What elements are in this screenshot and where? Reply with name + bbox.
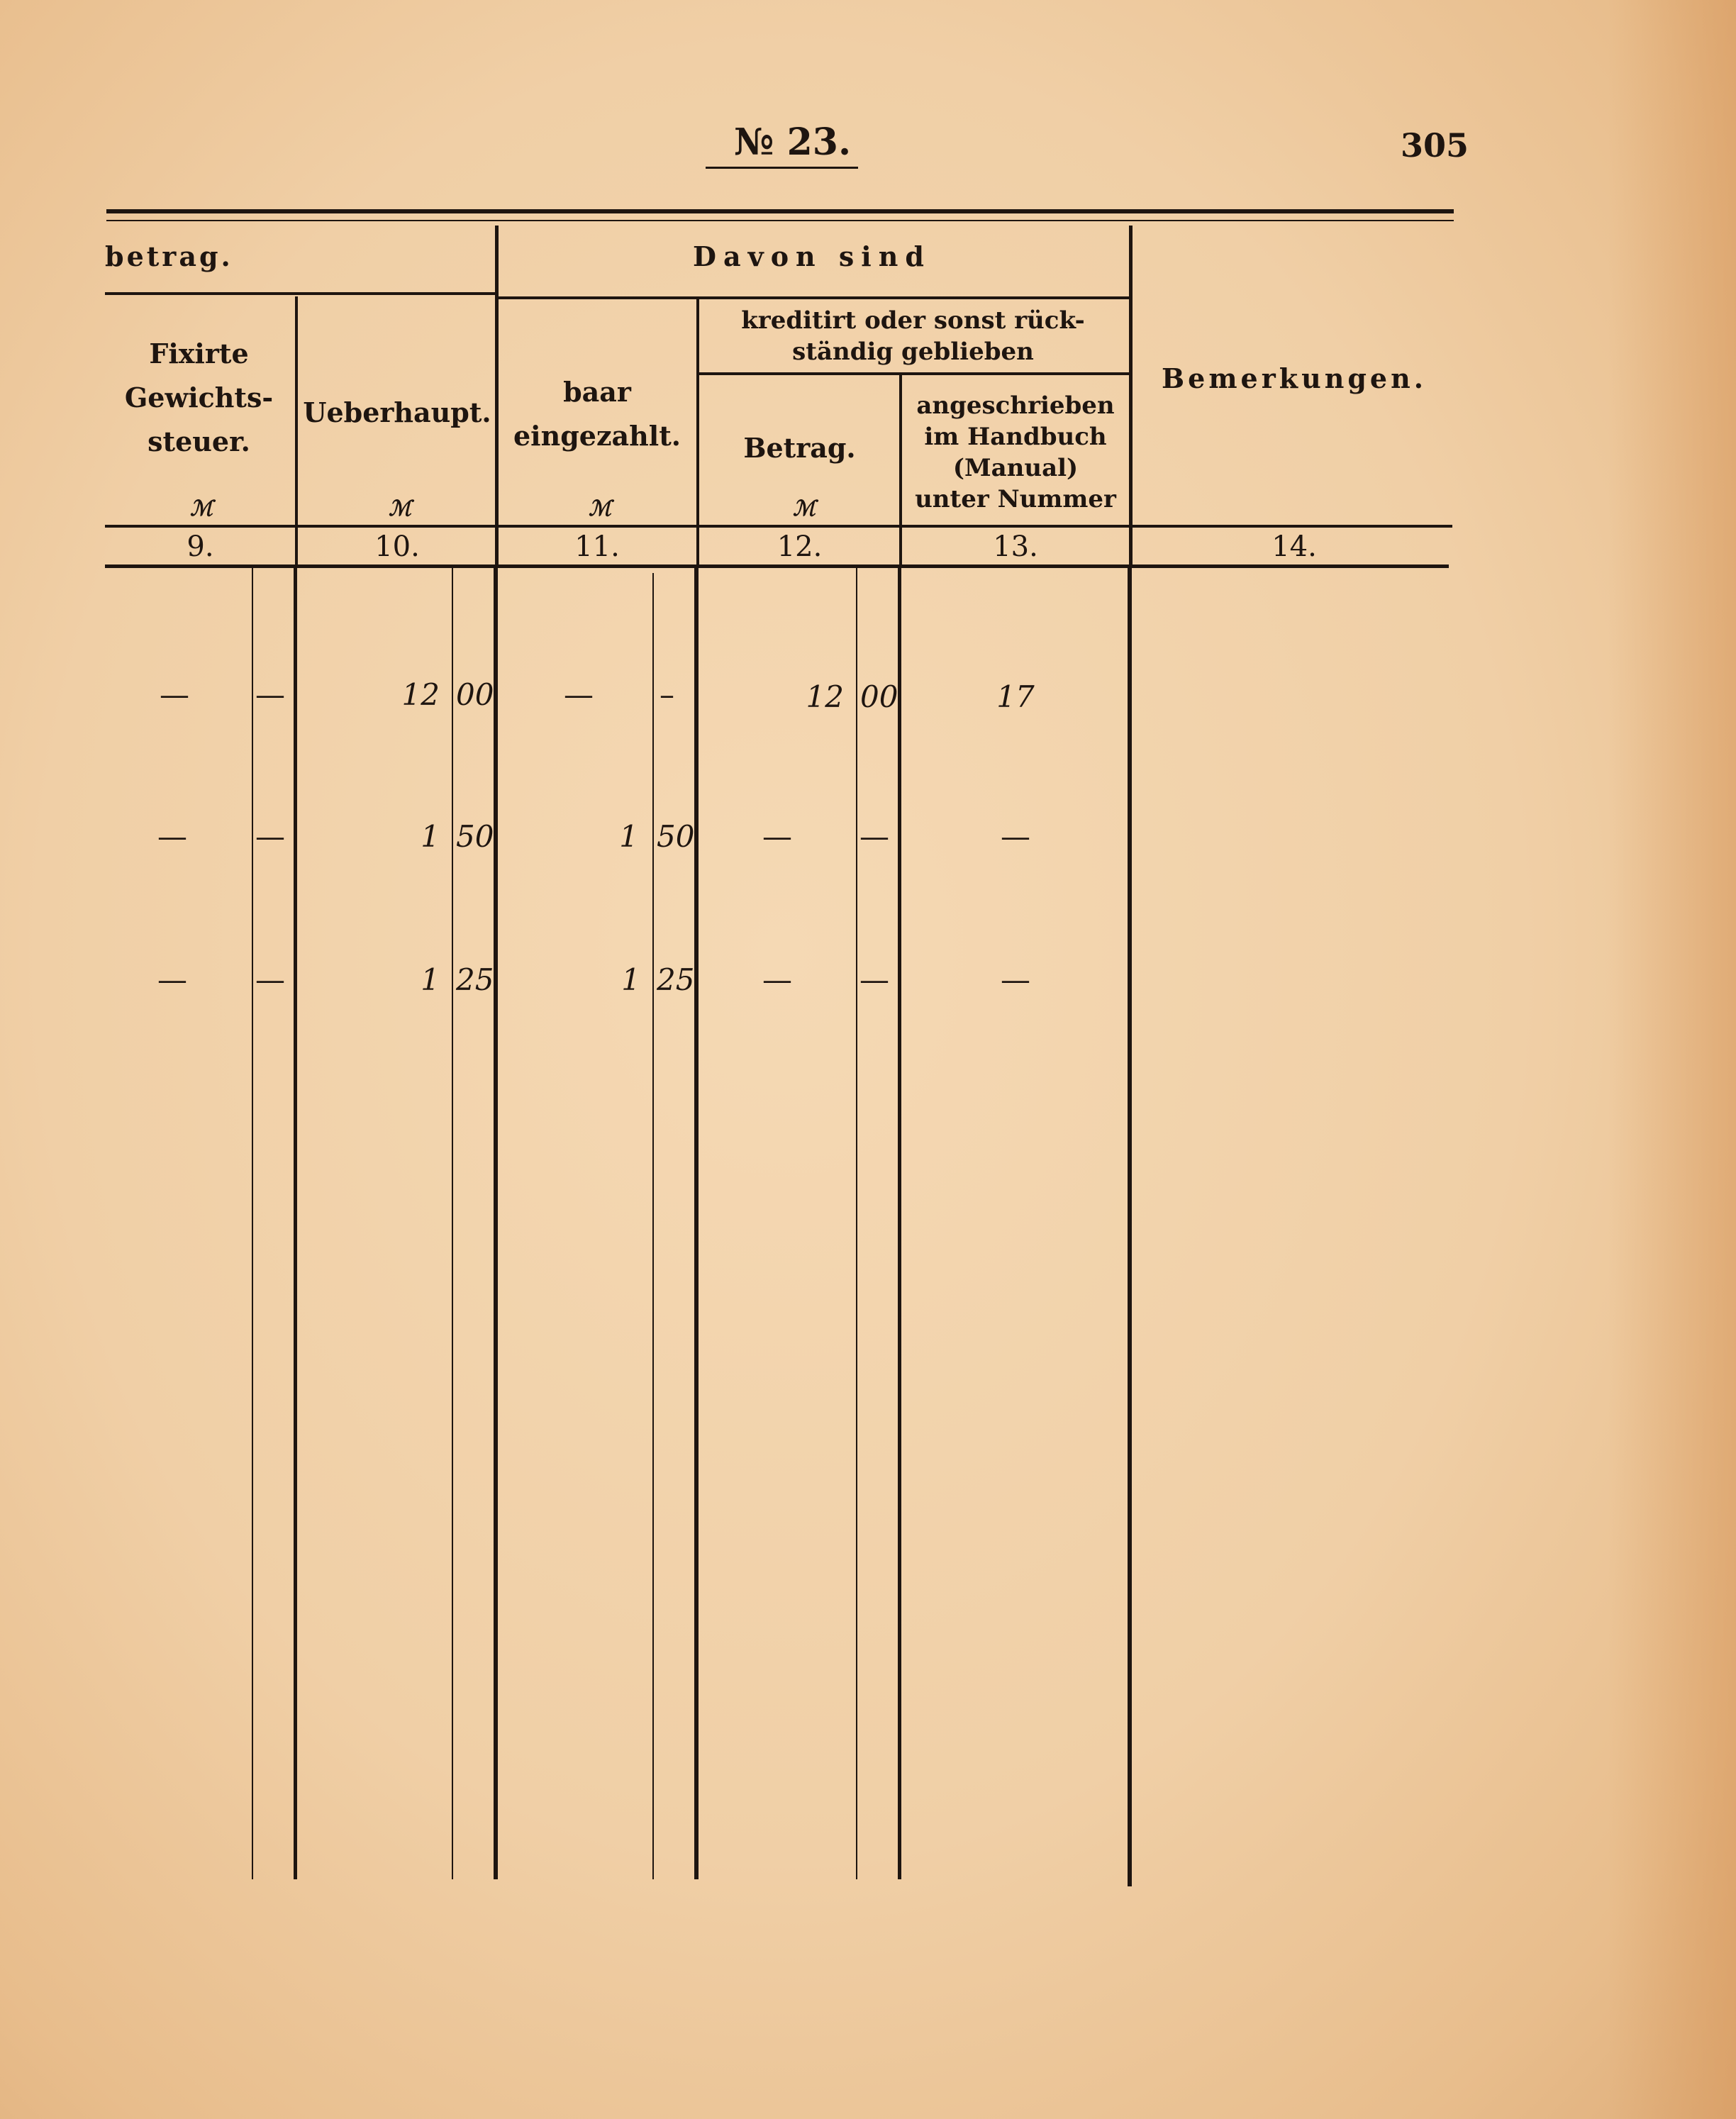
header-angeschrieben-line-3: (Manual) xyxy=(952,454,1079,482)
mark-symbol-10: ℳ xyxy=(389,496,412,521)
rule-above-colnums xyxy=(105,525,1452,528)
vrule-body-9-10 xyxy=(294,567,297,1879)
row-2-col13-number: — xyxy=(1001,819,1030,854)
vrule-header-12-13 xyxy=(899,374,902,567)
row-2-col9-pfennig: — xyxy=(255,819,285,854)
header-fixirte-line-3: steuer. xyxy=(148,426,250,457)
header-angeschrieben-line-1: angeschrieben xyxy=(916,391,1115,420)
header-betrag-12: Betrag. xyxy=(743,432,856,464)
rule-below-betrag xyxy=(105,292,496,295)
row-3-col12-pfennig: — xyxy=(859,962,889,997)
row-2-col10-pfennig: 50 xyxy=(456,819,494,854)
row-1-col10-mark: 12 xyxy=(401,677,440,712)
top-rule-thick xyxy=(106,209,1454,213)
header-ueberhaupt: Ueberhaupt. xyxy=(303,396,491,428)
rule-below-kreditirt xyxy=(699,372,1129,375)
vrule-body-13-14 xyxy=(1128,567,1132,1886)
vrule-body-12-13 xyxy=(898,567,901,1879)
vrule-body-11-pf xyxy=(652,573,654,1879)
mark-symbol-12: ℳ xyxy=(793,496,816,521)
column-number-12: 12. xyxy=(777,530,823,563)
column-number-9: 9. xyxy=(187,530,214,563)
vrule-header-10-11 xyxy=(495,226,499,567)
top-rule-thin xyxy=(106,220,1454,221)
row-3-col12-mark: — xyxy=(762,962,792,997)
vrule-body-10-11 xyxy=(494,567,498,1879)
column-number-10: 10. xyxy=(374,530,420,563)
row-1-col12-pfennig: 00 xyxy=(860,679,898,714)
row-3-col11-pfennig: 25 xyxy=(657,962,695,997)
row-1-col9-pfennig: — xyxy=(255,677,285,712)
column-number-13: 13. xyxy=(993,530,1038,563)
row-2-col12-pfennig: — xyxy=(859,819,889,854)
row-1-col11-mark: — xyxy=(564,677,594,712)
header-kreditirt-line-1: kreditirt oder sonst rück- xyxy=(741,306,1085,335)
column-number-14: 14. xyxy=(1272,530,1317,563)
rule-below-davon xyxy=(496,296,1129,299)
section-number-underline xyxy=(706,167,858,169)
row-2-col11-mark: 1 xyxy=(619,819,638,854)
row-1-col12-mark: 12 xyxy=(806,679,844,714)
vrule-header-11-12 xyxy=(696,298,699,567)
row-2-col9-mark: — xyxy=(157,819,187,854)
header-bemerkungen: Bemerkungen. xyxy=(1162,362,1427,394)
row-1-col13-number: 17 xyxy=(996,679,1035,714)
row-3-col9-pfennig: — xyxy=(255,962,285,997)
header-baar xyxy=(498,370,696,458)
header-baar-line-2: eingezahlt. xyxy=(513,420,681,452)
header-angeschrieben xyxy=(902,390,1129,515)
row-2-col11-pfennig: 50 xyxy=(657,819,695,854)
header-fixirte-line-1: Fixirte xyxy=(149,338,249,369)
header-kreditirt-line-2: ständig geblieben xyxy=(792,338,1034,366)
row-3-col11-mark: 1 xyxy=(621,962,640,997)
header-angeschrieben-line-2: im Handbuch xyxy=(924,423,1107,451)
header-fixirte xyxy=(105,332,293,464)
mark-symbol-11: ℳ xyxy=(589,496,612,521)
page-number: 305 xyxy=(1401,126,1469,165)
rule-below-colnums xyxy=(105,564,1449,568)
row-2-col12-mark: — xyxy=(762,819,792,854)
mark-symbol-9: ℳ xyxy=(190,496,213,521)
row-3-col10-pfennig: 25 xyxy=(456,962,494,997)
header-davon-sind: Davon sind xyxy=(693,240,931,272)
header-kreditirt xyxy=(699,305,1128,367)
header-baar-line-1: baar xyxy=(563,376,631,408)
row-3-col10-mark: 1 xyxy=(421,962,440,997)
vrule-header-9-10 xyxy=(295,296,298,567)
row-1-col9-mark: — xyxy=(160,677,189,712)
vrule-body-10-pf xyxy=(452,567,453,1879)
header-betrag: betrag. xyxy=(105,240,233,272)
header-angeschrieben-line-4: unter Nummer xyxy=(915,485,1116,513)
page-edge-shading xyxy=(1608,0,1736,2119)
header-fixirte-line-2: Gewichts- xyxy=(124,382,274,413)
vrule-header-13-14 xyxy=(1129,226,1133,567)
row-3-col13-number: — xyxy=(1001,962,1030,997)
row-1-col11-pfennig: – xyxy=(660,677,674,712)
vrule-body-12-pf xyxy=(856,567,857,1879)
vrule-body-9-pf xyxy=(252,567,253,1879)
row-1-col10-pfennig: 00 xyxy=(456,677,494,712)
column-number-11: 11. xyxy=(574,530,620,563)
vrule-body-11-12 xyxy=(694,567,699,1879)
row-2-col10-mark: 1 xyxy=(421,819,440,854)
section-number: № 23. xyxy=(734,121,852,164)
row-3-col9-mark: — xyxy=(157,962,187,997)
